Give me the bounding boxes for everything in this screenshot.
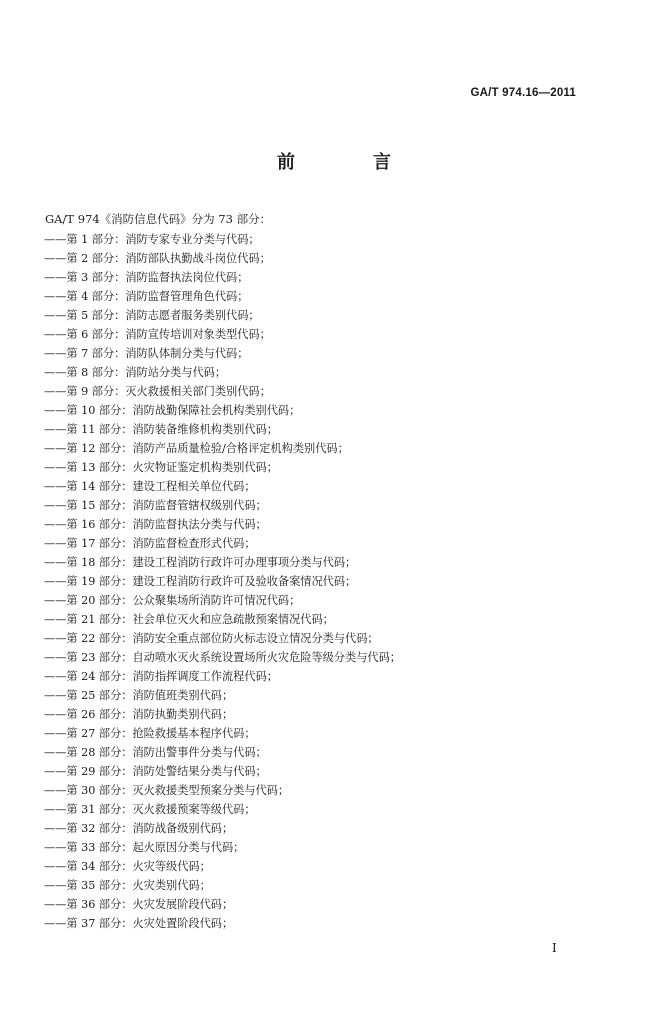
list-item: ——第 2 部分：消防部队执勤战斗岗位代码； (44, 251, 271, 265)
list-item: ——第 18 部分：建设工程消防行政许可办理事项分类与代码； (44, 555, 357, 569)
list-item: ——第 12 部分：消防产品质量检验/合格评定机构类别代码； (44, 441, 349, 455)
list-item: ——第 34 部分：火灾等级代码； (44, 860, 211, 874)
list-item: ——第 33 部分：起火原因分类与代码； (44, 841, 245, 854)
list-item: ——第 22 部分：消防安全重点部位防火标志设立情况分类与代码； (44, 631, 379, 645)
list-item: ——第 27 部分：抢险救援基本程序代码； (44, 726, 256, 740)
list-item: ——第 25 部分：消防值班类别代码； (44, 688, 234, 702)
list-item: ——第 35 部分：火灾类别代码； (44, 879, 211, 893)
list-item: ——第 9 部分：灭火救援相关部门类别代码； (44, 384, 271, 398)
list-item: ——第 7 部分：消防队体制分类与代码； (44, 346, 249, 360)
list-item: ——第 17 部分：消防监督检查形式代码； (44, 536, 256, 550)
list-item: ——第 16 部分：消防监督执法分类与代码； (44, 517, 267, 531)
list-item: ——第 28 部分：消防出警事件分类与代码； (44, 745, 267, 759)
list-item: ——第 26 部分：消防执勤类别代码； (44, 707, 234, 721)
list-item: ——第 14 部分：建设工程相关单位代码； (44, 479, 256, 493)
list-item: ——第 37 部分：火灾处置阶段代码； (44, 917, 234, 931)
list-item: ——第 4 部分：消防监督管理角色代码； (44, 289, 249, 303)
list-item: ——第 21 部分：社会单位灭火和应急疏散预案情况代码； (44, 612, 334, 626)
standard-code: GA/T 974.16—2011 (470, 87, 576, 99)
list-item: ——第 20 部分：公众聚集场所消防许可情况代码； (44, 593, 301, 607)
list-item: ——第 23 部分：自动喷水灭火系统设置场所火灾危险等级分类与代码； (44, 650, 401, 664)
list-item: ——第 5 部分：消防志愿者服务类别代码； (44, 308, 260, 322)
list-item: ——第 11 部分：消防装备维修机构类别代码； (44, 422, 278, 436)
list-item: ——第 30 部分：灭火救援类型预案分类与代码； (44, 783, 290, 797)
list-item: ——第 10 部分：消防战勤保障社会机构类别代码； (44, 403, 301, 417)
list-item: ——第 8 部分：消防站分类与代码； (44, 365, 227, 379)
list-item: ——第 32 部分：消防战备级别代码； (44, 821, 234, 835)
page-title: 前 言 (277, 152, 421, 173)
list-item: ——第 15 部分：消防监督管辖权级别代码； (44, 498, 267, 512)
list-item: ——第 3 部分：消防监督执法岗位代码； (44, 270, 249, 284)
list-item: ——第 1 部分：消防专家专业分类与代码； (44, 232, 260, 246)
list-item: ——第 24 部分：消防指挥调度工作流程代码； (44, 669, 278, 683)
parts-list (44, 230, 401, 934)
intro-paragraph: GA/T 974《消防信息代码》分为 73 部分： (45, 212, 272, 226)
list-item: ——第 6 部分：消防宣传培训对象类型代码； (44, 327, 271, 341)
list-item: ——第 29 部分：消防处警结果分类与代码； (44, 764, 267, 778)
list-item: ——第 13 部分：火灾物证鉴定机构类别代码； (44, 460, 278, 474)
page-number: I (552, 941, 557, 955)
list-item: ——第 36 部分：火灾发展阶段代码； (44, 898, 234, 912)
list-item: ——第 19 部分：建设工程消防行政许可及验收备案情况代码； (44, 574, 357, 588)
list-item: ——第 31 部分：灭火救援预案等级代码； (44, 802, 256, 816)
